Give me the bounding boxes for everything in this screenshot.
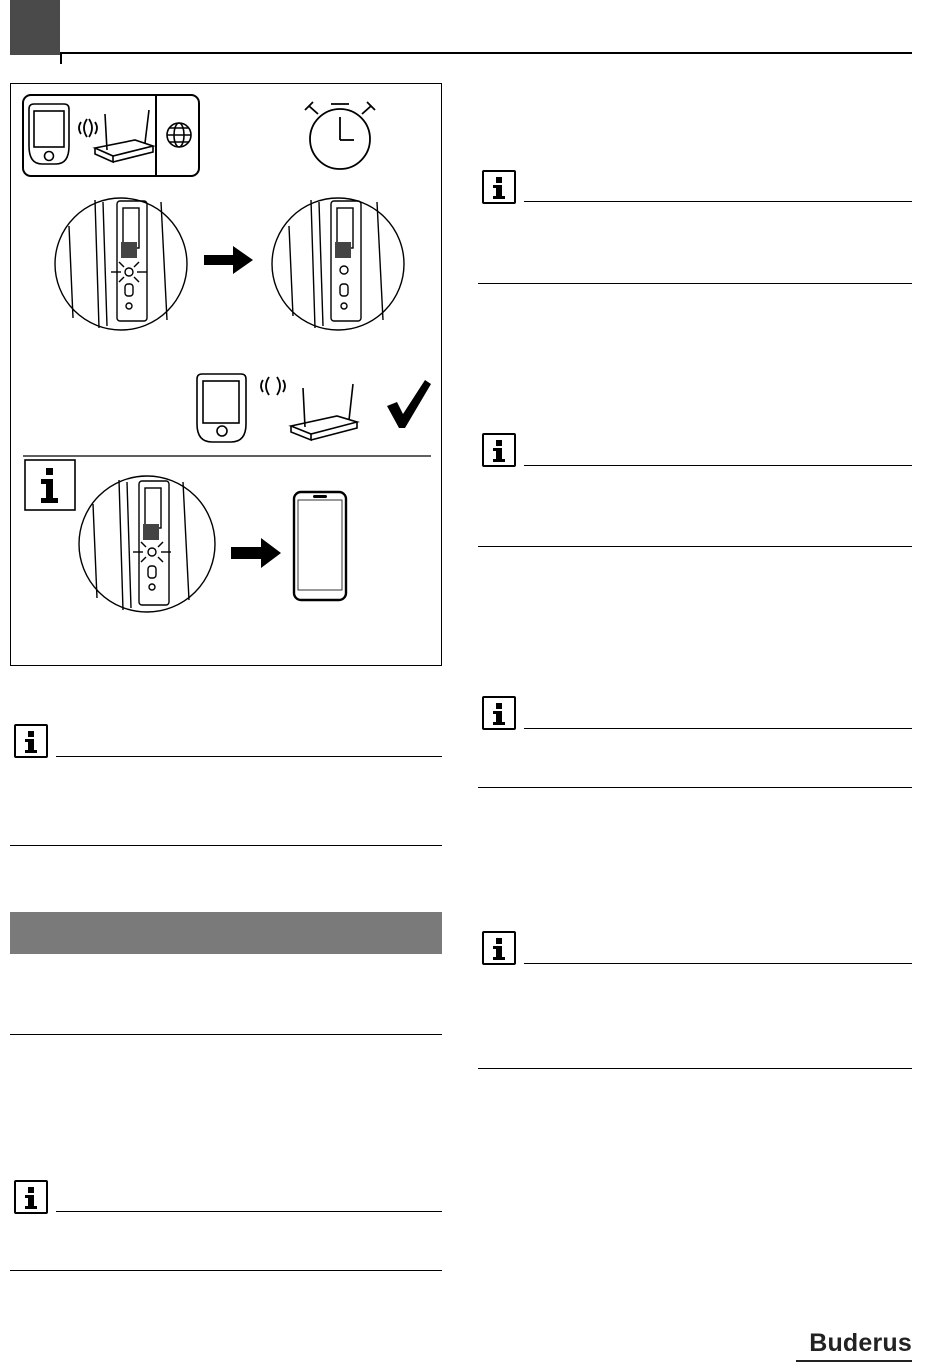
stopwatch-icon bbox=[305, 102, 375, 169]
info-rule-top bbox=[524, 201, 912, 202]
info-rule-bottom bbox=[10, 1270, 442, 1271]
section-rule bbox=[10, 1034, 442, 1035]
arrow-right-icon bbox=[231, 538, 281, 568]
brand-logo: Buderus bbox=[809, 1329, 912, 1357]
checkmark-icon bbox=[387, 380, 431, 428]
info-rule-bottom bbox=[478, 283, 912, 284]
chapter-tab bbox=[10, 0, 60, 55]
section-heading-bar bbox=[10, 912, 442, 954]
header-rule bbox=[60, 52, 912, 54]
info-rule-bottom bbox=[478, 546, 912, 547]
info-rule-top bbox=[524, 465, 912, 466]
info-rule-top bbox=[524, 728, 912, 729]
room-controller-icon bbox=[197, 374, 246, 442]
wifi-connection-illustration bbox=[11, 84, 443, 667]
info-rule-bottom bbox=[478, 787, 912, 788]
wifi-router-icon bbox=[95, 110, 153, 162]
info-icon bbox=[482, 931, 516, 965]
info-rule-bottom bbox=[10, 845, 442, 846]
info-icon bbox=[14, 724, 48, 758]
brand-logo-underline bbox=[796, 1360, 912, 1362]
info-icon bbox=[482, 696, 516, 730]
info-rule-top bbox=[56, 1211, 442, 1212]
figure-frame bbox=[10, 83, 442, 666]
wifi-waves-icon bbox=[79, 119, 97, 137]
info-icon bbox=[25, 460, 75, 510]
room-controller-icon bbox=[29, 104, 69, 164]
info-icon bbox=[482, 170, 516, 204]
info-rule-bottom bbox=[478, 1068, 912, 1069]
device-button-detail-right bbox=[272, 198, 404, 330]
device-button-detail-bottom bbox=[79, 476, 215, 612]
globe-icon bbox=[167, 123, 191, 147]
arrow-right-icon bbox=[204, 246, 253, 274]
info-icon bbox=[482, 433, 516, 467]
wifi-waves-icon bbox=[261, 377, 285, 395]
info-rule-top bbox=[524, 963, 912, 964]
info-icon bbox=[14, 1180, 48, 1214]
wifi-router-icon bbox=[291, 384, 357, 440]
device-button-detail-left bbox=[55, 198, 187, 330]
info-rule-top bbox=[56, 756, 442, 757]
smartphone-icon bbox=[294, 492, 346, 600]
